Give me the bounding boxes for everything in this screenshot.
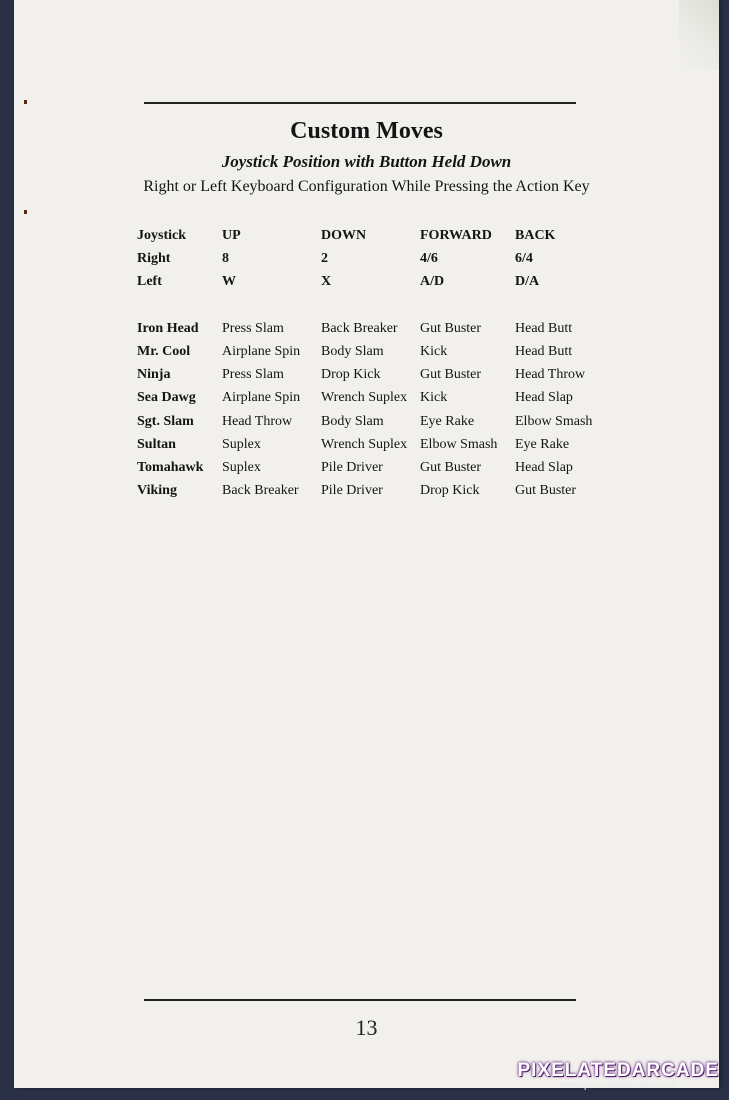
table-cell: 4/6 — [420, 251, 438, 266]
table-row — [14, 460, 719, 480]
table-cell: Back Breaker — [321, 321, 398, 336]
table-cell: Left — [137, 274, 162, 289]
table-cell: 2 — [321, 251, 328, 266]
table-cell: W — [222, 274, 236, 289]
table-cell: Drop Kick — [420, 483, 480, 498]
table-cell: Head Throw — [222, 414, 293, 429]
table-cell: Airplane Spin — [222, 390, 301, 405]
binding-mark — [24, 210, 27, 214]
watermark — [518, 1060, 720, 1091]
table-row — [14, 367, 719, 387]
table-cell: Head Throw — [515, 367, 586, 382]
wrestler-name: Mr. Cool — [137, 344, 191, 359]
bottom-rule — [144, 999, 576, 1001]
table-cell: Drop Kick — [321, 367, 381, 382]
table-cell: Right — [137, 251, 171, 266]
column-header: Joystick — [137, 228, 186, 243]
table-cell: Wrench Suplex — [321, 390, 408, 405]
wrestler-name: Tomahawk — [137, 460, 204, 475]
table-cell: Body Slam — [321, 414, 384, 429]
table-cell: Body Slam — [321, 344, 384, 359]
table-cell: Pile Driver — [321, 483, 383, 498]
table-cell: Gut Buster — [420, 460, 482, 475]
table-cell: Kick — [420, 344, 448, 359]
table-cell: 8 — [222, 251, 229, 266]
page-number: 13 — [355, 1015, 378, 1040]
table-cell: Press Slam — [222, 321, 284, 336]
table-cell: 6/4 — [515, 251, 533, 266]
table-cell: Pile Driver — [321, 460, 383, 475]
column-header: UP — [222, 228, 241, 243]
page-title: Custom Moves — [290, 118, 443, 144]
wrestler-name: Sgt. Slam — [137, 414, 194, 429]
table-cell: Wrench Suplex — [321, 437, 408, 452]
watermark-url: www.pixelatedarcade.com — [560, 1080, 677, 1091]
table-cell: Head Slap — [515, 390, 573, 405]
control-row — [14, 274, 719, 294]
table-cell: Airplane Spin — [222, 344, 301, 359]
table-cell: X — [321, 274, 332, 289]
top-rule — [144, 102, 576, 104]
table-cell: Suplex — [222, 460, 261, 475]
table-row — [14, 321, 719, 341]
manual-page — [14, 0, 719, 1088]
table-row — [14, 437, 719, 457]
table-cell: Gut Buster — [420, 321, 482, 336]
column-header: FORWARD — [420, 228, 492, 243]
control-row — [14, 251, 719, 271]
table-cell: D/A — [515, 274, 540, 289]
table-cell: Head Slap — [515, 460, 573, 475]
binding-mark — [24, 100, 27, 104]
table-row — [14, 414, 719, 434]
table-header-row — [14, 228, 719, 248]
wrestler-name: Sea Dawg — [137, 390, 196, 405]
table-cell: Suplex — [222, 437, 261, 452]
table-row — [14, 344, 719, 364]
table-cell: Back Breaker — [222, 483, 299, 498]
watermark-logo: PIXELATEDARCADE — [517, 1060, 719, 1081]
table-row — [14, 483, 719, 503]
table-cell: Head Butt — [515, 321, 573, 336]
wrestler-name: Ninja — [137, 367, 171, 382]
table-cell: Elbow Smash — [420, 437, 498, 452]
table-cell: Eye Rake — [420, 414, 475, 429]
table-cell: Press Slam — [222, 367, 284, 382]
config-text: Right or Left Keyboard Configuration While Pressing the Action Key — [143, 178, 590, 195]
table-row — [14, 390, 719, 410]
table-cell: Eye Rake — [515, 437, 570, 452]
column-header: DOWN — [321, 228, 367, 243]
column-header: BACK — [515, 228, 556, 243]
wrestler-name: Iron Head — [137, 321, 199, 336]
wrestler-name: Sultan — [137, 437, 176, 452]
table-cell: Kick — [420, 390, 448, 405]
page-subtitle: Joystick Position with Button Held Down — [221, 152, 512, 171]
table-cell: Gut Buster — [420, 367, 482, 382]
wrestler-name: Viking — [137, 483, 177, 498]
table-cell: Elbow Smash — [515, 414, 593, 429]
table-cell: A/D — [420, 274, 445, 289]
table-cell: Gut Buster — [515, 483, 577, 498]
table-cell: Head Butt — [515, 344, 573, 359]
